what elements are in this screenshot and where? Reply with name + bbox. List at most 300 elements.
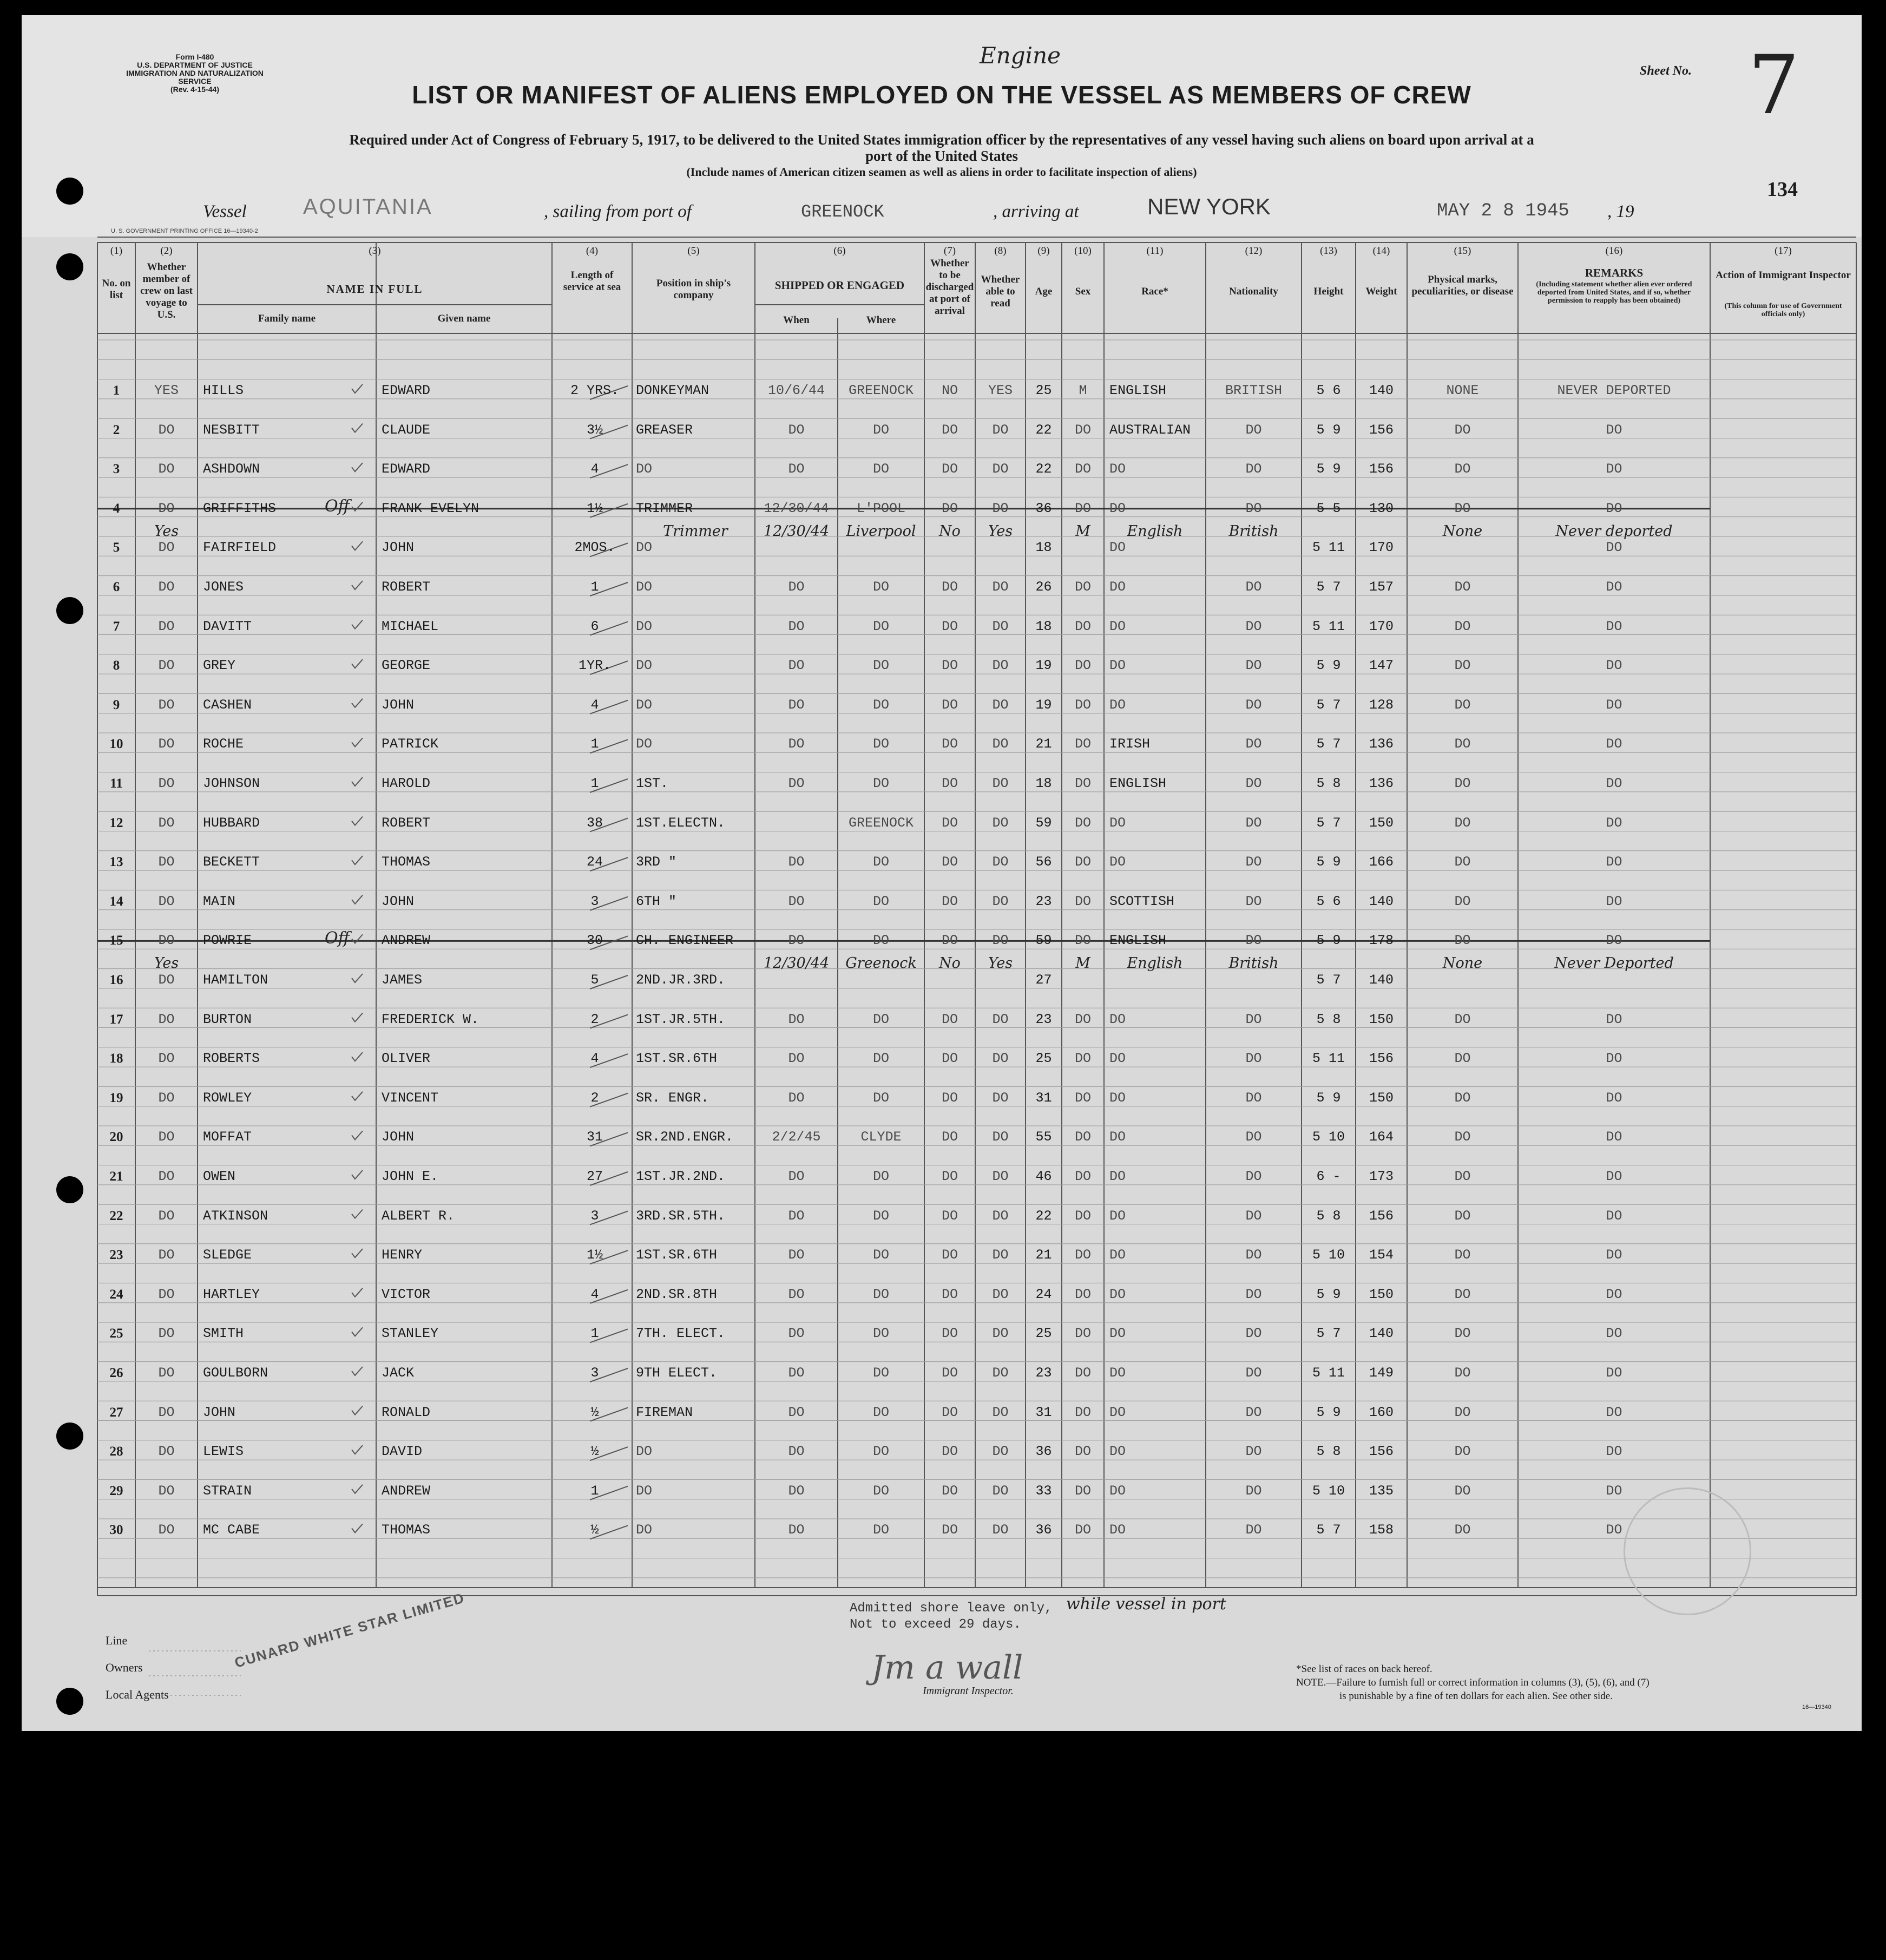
col-number: (13) [1320,245,1337,257]
cell-race: DO [1109,1090,1126,1106]
col-header-when: When [783,314,810,326]
cell-height: 5 6 [1316,383,1341,398]
cell-no: 6 [113,580,120,594]
cell-height: 5 11 [1312,540,1345,556]
cell-age: 33 [1035,1483,1052,1499]
agents-label: Local Agents [106,1688,169,1701]
cell-sex: DO [1074,1326,1091,1342]
cell-nationality: DO [1245,500,1262,516]
cell-family: ROBERTS [203,1051,260,1067]
cell-given: FRANK EVELYN [382,500,479,516]
footer-leader-lines [149,1644,241,1699]
cell-age: 23 [1035,1365,1052,1381]
cell-age: 31 [1035,1404,1052,1420]
cell-given: HENRY [382,1247,423,1263]
cell-remarks: DO [1606,1286,1622,1302]
cell-prev: DO [158,579,175,595]
cell-race: DO [1109,1247,1126,1263]
handwritten-race: English [1127,522,1183,540]
cell-position: 1ST. [636,776,669,791]
cell-weight: 170 [1369,618,1394,634]
col-header-race: Race* [1141,286,1168,297]
cell-no: 13 [109,855,123,870]
cell-discharged: DO [941,1129,958,1145]
cell-prev: DO [158,776,175,791]
cell-prev: DO [158,461,175,477]
cell-family: ROWLEY [203,1090,252,1106]
cell-age: 36 [1035,1522,1052,1538]
col-header-sex: Sex [1075,286,1091,297]
cell-read: DO [992,1522,1009,1538]
cell-sex: DO [1074,500,1091,516]
cell-race: ENGLISH [1109,383,1167,398]
cell-sex: DO [1074,579,1091,595]
cell-weight: 156 [1369,1208,1394,1224]
cell-where: DO [872,697,889,713]
cell-height: 5 9 [1316,461,1341,477]
cell-nationality: DO [1245,579,1262,595]
col-number: (5) [687,245,700,257]
cell-discharged: DO [941,1326,958,1342]
failure-note: NOTE.—Failure to furnish full or correct information in columns (3), (5), (6), and (7) [1296,1677,1650,1688]
cell-sex: DO [1074,658,1091,674]
cell-position: 3RD.SR.5TH. [636,1208,726,1224]
cell-discharged: DO [941,1444,958,1460]
cell-race: ENGLISH [1109,776,1167,791]
cell-given: OLIVER [382,1051,431,1067]
cell-no: 7 [113,619,120,634]
cell-no: 12 [109,815,123,830]
col-number: (10) [1074,245,1092,257]
cell-weight: 170 [1369,540,1394,556]
cell-where: DO [872,1483,889,1499]
cell-marks: DO [1454,933,1471,949]
cell-discharged: DO [941,1208,958,1224]
cell-no: 21 [109,1169,123,1184]
cell-read: DO [992,933,1009,949]
cell-prev: DO [158,618,175,634]
cell-no: 5 [113,540,120,555]
cell-nationality: DO [1245,933,1262,949]
cell-sex: DO [1074,1404,1091,1420]
col-header-height: Height [1313,286,1344,297]
cell-height: 5 11 [1312,1365,1345,1381]
cell-nationality: DO [1245,618,1262,634]
subtitle-line: Required under Act of Congress of February 5, 1917, to be delivered to the United States immigration officer by the representatives of any vessel having such aliens on board upon arrival at a [349,132,1534,148]
cell-service: 6 [590,618,599,634]
cell-discharged: DO [941,658,958,674]
cell-remarks: DO [1606,1051,1622,1067]
cell-given: CLAUDE [382,422,431,438]
cell-no: 1 [113,383,120,398]
cell-marks: DO [1454,893,1471,909]
cell-marks: DO [1454,1169,1471,1184]
col-header-discharged: Whether to be discharged at port of arrival [925,258,974,317]
cell-no: 11 [110,776,123,791]
col-header-given: Given name [437,313,491,324]
cell-position: DO [636,618,653,634]
cell-discharged: DO [941,1404,958,1420]
cell-sex: DO [1074,1090,1091,1106]
handwritten-marks: None [1442,522,1483,540]
col-header-name: NAME IN FULL [326,283,423,296]
cell-age: 18 [1035,776,1052,791]
cell-where: DO [872,1090,889,1106]
cell-prev: DO [158,697,175,713]
col-header-weight: Weight [1365,286,1397,297]
cell-service: 1½ [586,500,603,516]
cell-read: YES [988,383,1013,398]
col-number: (14) [1372,245,1390,257]
cell-prev: DO [158,1326,175,1342]
cell-given: ANDREW [382,1483,431,1499]
cell-read: DO [992,1011,1009,1027]
cell-sex: DO [1074,461,1091,477]
cell-service: 1 [590,1483,599,1499]
cell-given: DAVID [382,1444,423,1460]
cell-height: 6 - [1316,1169,1341,1184]
cell-service: 2 [590,1090,599,1106]
cell-weight: 136 [1369,776,1394,791]
cell-age: 24 [1035,1286,1052,1302]
col-header-age: Age [1035,286,1053,297]
cell-age: 22 [1035,461,1052,477]
cell-race: AUSTRALIAN [1109,422,1191,438]
cell-no: 14 [109,894,123,909]
cell-read: DO [992,1090,1009,1106]
cell-discharged: DO [941,500,958,516]
cell-sex: M [1079,383,1087,398]
cell-when: DO [788,1444,805,1460]
cell-family: ASHDOWN [203,461,260,477]
cell-given: PATRICK [382,736,439,752]
cell-weight: 178 [1369,933,1394,949]
cell-where: DO [872,658,889,674]
cell-prev: DO [158,1090,175,1106]
cell-no: 25 [109,1326,123,1341]
cell-service: 3 [590,893,599,909]
cell-race: DO [1109,540,1126,556]
arriving-label: , arriving at [993,202,1079,221]
company-stamp: CUNARD WHITE STAR LIMITED [233,1589,467,1671]
cell-weight: 158 [1369,1522,1394,1538]
cell-when: DO [788,1011,805,1027]
col-number: (9) [1037,245,1050,257]
cell-read: DO [992,1444,1009,1460]
cell-marks: DO [1454,1365,1471,1381]
cell-discharged: DO [941,618,958,634]
subtitle-line: port of the United States [865,148,1018,164]
cell-age: 23 [1035,893,1052,909]
cell-when: DO [788,422,805,438]
cell-family: GRIFFITHS [203,500,277,516]
cell-service: 30 [586,933,603,949]
cell-no: 3 [113,462,120,477]
cell-where: DO [872,1011,889,1027]
sheet-number: 7 [1748,38,1800,133]
cell-when: 2/2/45 [772,1129,821,1145]
cell-position: FIREMAN [636,1404,693,1420]
races-note: *See list of races on back hereof. [1296,1663,1432,1675]
cell-height: 5 9 [1316,1286,1341,1302]
cell-prev: DO [158,972,175,988]
cell-remarks: DO [1606,540,1622,556]
cell-age: 25 [1035,1326,1052,1342]
cell-position: SR.2ND.ENGR. [636,1129,734,1145]
cell-read: DO [992,658,1009,674]
cell-read: DO [992,1326,1009,1342]
cell-sex: DO [1074,1286,1091,1302]
cell-when: DO [788,1522,805,1538]
cell-remarks: DO [1606,618,1622,634]
col-header-remarks: REMARKS [1585,266,1644,279]
cell-marks: DO [1454,1090,1471,1106]
form-code-line: IMMIGRATION AND NATURALIZATION SERVICE [126,69,264,86]
cell-discharged: DO [941,461,958,477]
cell-family: GREY [203,658,236,674]
arrival-date: MAY 2 8 1945 [1437,201,1569,221]
cell-sex: DO [1074,697,1091,713]
cell-no: 17 [109,1012,123,1027]
admitted-limit: Not to exceed 29 days. [850,1617,1021,1632]
cell-read: DO [992,776,1009,791]
cell-prev: DO [158,1483,175,1499]
col-header-service: Length of service at sea [563,270,621,293]
cell-position: 9TH ELECT. [636,1365,718,1381]
cell-given: HAROLD [382,776,431,791]
inspector-label: Immigrant Inspector. [923,1685,1014,1697]
cell-when: DO [788,1286,805,1302]
cell-race: DO [1109,500,1126,516]
cell-position: DO [636,697,653,713]
cell-read: DO [992,618,1009,634]
port-from: GREENOCK [801,202,884,222]
cell-given: JAMES [382,972,423,988]
cell-where: DO [872,933,889,949]
cell-where: DO [872,1404,889,1420]
cell-service: 4 [590,1051,599,1067]
cell-service: 3 [590,1208,599,1224]
handwritten-remarks: Never Deported [1554,955,1674,972]
cell-weight: 140 [1369,893,1394,909]
cell-race: DO [1109,1286,1126,1302]
cell-race: DO [1109,461,1126,477]
cell-when: DO [788,461,805,477]
cell-age: 18 [1035,540,1052,556]
cell-family: SLEDGE [203,1247,252,1263]
cell-read: DO [992,500,1009,516]
cell-no: 28 [109,1444,123,1459]
cell-weight: 128 [1369,697,1394,713]
cell-height: 5 6 [1316,893,1341,909]
handwritten-race: English [1127,955,1183,972]
cell-remarks: DO [1606,1090,1622,1106]
handwritten-when: 12/30/44 [763,955,830,972]
col-header-prev-voyage: Whether member of crew on last voyage to U.S. [140,261,193,320]
cell-where: DO [872,1169,889,1184]
cell-age: 36 [1035,1444,1052,1460]
cell-position: SR. ENGR. [636,1090,709,1106]
cell-position: 7TH. ELECT. [636,1326,726,1342]
cell-prev: DO [158,1444,175,1460]
cell-remarks: DO [1606,1208,1622,1224]
cell-position: DO [636,461,653,477]
cell-service: ½ [590,1404,599,1420]
cell-prev: DO [158,854,175,870]
col-number: (1) [110,245,123,257]
cell-weight: 156 [1369,1051,1394,1067]
cell-no: 8 [113,658,120,673]
cell-race: DO [1109,1483,1126,1499]
manifest-sheet [22,15,1862,1731]
cell-weight: 136 [1369,736,1394,752]
cell-no: 24 [109,1287,123,1302]
cell-service: 5 [590,972,599,988]
cell-when: DO [788,618,805,634]
cell-race: DO [1109,579,1126,595]
cell-family: ATKINSON [203,1208,268,1224]
cell-service: 1 [590,1326,599,1342]
cell-height: 5 7 [1316,579,1341,595]
cell-prev: DO [158,1208,175,1224]
cell-marks: DO [1454,579,1471,595]
cell-given: ROBERT [382,815,431,831]
cell-prev: DO [158,1169,175,1184]
cell-given: FREDERICK W. [382,1011,479,1027]
cell-family: BURTON [203,1011,252,1027]
cell-prev: DO [158,933,175,949]
cell-when: DO [788,776,805,791]
cell-no: 27 [109,1405,123,1420]
cell-remarks: DO [1606,815,1622,831]
form-code: 16—19340 [1802,1704,1831,1710]
col-header-position: Position in ship's company [656,278,731,301]
cell-height: 5 9 [1316,422,1341,438]
cell-race: DO [1109,658,1126,674]
cell-nationality: DO [1245,1051,1262,1067]
cell-position: DO [636,1483,653,1499]
cell-height: 5 7 [1316,1522,1341,1538]
cell-discharged: DO [941,854,958,870]
cell-discharged: DO [941,1483,958,1499]
cell-nationality: DO [1245,697,1262,713]
cell-where: DO [872,461,889,477]
cell-family: JONES [203,579,244,595]
cell-nationality: DO [1245,658,1262,674]
cell-age: 31 [1035,1090,1052,1106]
cell-sex: DO [1074,776,1091,791]
handwritten-nationality: British [1228,522,1279,540]
handwritten-where: Liverpool [846,522,916,540]
cell-when: 12/30/44 [764,500,829,516]
cell-discharged: DO [941,1011,958,1027]
cell-age: 25 [1035,1051,1052,1067]
col-header-read: Whether able to read [981,274,1020,309]
cell-read: DO [992,1365,1009,1381]
owners-label: Owners [106,1661,143,1674]
cell-race: DO [1109,1365,1126,1381]
handwritten-marks: None [1442,955,1483,972]
cell-age: 59 [1035,933,1052,949]
handwritten-prev: Yes [154,955,179,972]
cell-weight: 140 [1369,972,1394,988]
cell-family: DAVITT [203,618,252,634]
cell-age: 26 [1035,579,1052,595]
cell-marks: DO [1454,1522,1471,1538]
cell-weight: 156 [1369,461,1394,477]
cell-when: DO [788,1483,805,1499]
cell-remarks: DO [1606,500,1622,516]
cell-nationality: DO [1245,1286,1262,1302]
cell-discharged: DO [941,422,958,438]
cell-when: DO [788,1208,805,1224]
cell-remarks: DO [1606,854,1622,870]
cell-age: 27 [1035,972,1052,988]
cell-discharged: DO [941,1169,958,1184]
cell-height: 5 10 [1312,1483,1345,1499]
cell-height: 5 8 [1316,776,1341,791]
cell-service: 1 [590,579,599,595]
cell-height: 5 8 [1316,1444,1341,1460]
cell-position: 2ND.JR.3RD. [636,972,726,988]
cell-no: 10 [109,737,123,752]
cell-race: DO [1109,854,1126,870]
cell-marks: DO [1454,697,1471,713]
cell-given: JOHN [382,540,415,556]
cell-race: DO [1109,697,1126,713]
cell-height: 5 9 [1316,1090,1341,1106]
cell-sex: DO [1074,933,1091,949]
inspector-signature: Jm a wall [871,1649,1023,1687]
cell-prev: DO [158,540,175,556]
cell-discharged: DO [941,1090,958,1106]
cell-nationality: DO [1245,1483,1262,1499]
cell-remarks: DO [1606,1522,1622,1538]
cell-no: 26 [109,1366,123,1380]
cell-age: 22 [1035,1208,1052,1224]
cell-when: DO [788,1051,805,1067]
cell-remarks: DO [1606,1326,1622,1342]
cell-read: DO [992,1129,1009,1145]
cell-height: 5 9 [1316,658,1341,674]
cell-when: DO [788,893,805,909]
cell-family: ROCHE [203,736,244,752]
off-annotation: Off [325,496,350,516]
handwritten-read: Yes [988,522,1013,540]
cell-family: STRAIN [203,1483,252,1499]
col-number: (3) [369,245,381,257]
col-header-nationality: Nationality [1229,286,1278,297]
cell-weight: 140 [1369,1326,1394,1342]
cell-position: 6TH " [636,893,677,909]
cell-sex: DO [1074,618,1091,634]
cell-remarks: DO [1606,697,1622,713]
cell-given: THOMAS [382,1522,431,1538]
cell-no: 29 [109,1483,123,1498]
cell-prev: DO [158,893,175,909]
port-to: NEW YORK [1147,194,1271,219]
handwritten-nationality: British [1228,955,1279,972]
cell-family: MOFFAT [203,1129,252,1145]
cell-family: JOHN [203,1404,236,1420]
cell-weight: 157 [1369,579,1394,595]
cell-read: DO [992,1483,1009,1499]
admitted-handwritten: while vessel in port [1066,1595,1226,1614]
cell-where: DO [872,1444,889,1460]
cell-service: 2MOS. [574,540,615,556]
cell-when: DO [788,1365,805,1381]
cell-remarks: DO [1606,1483,1622,1499]
